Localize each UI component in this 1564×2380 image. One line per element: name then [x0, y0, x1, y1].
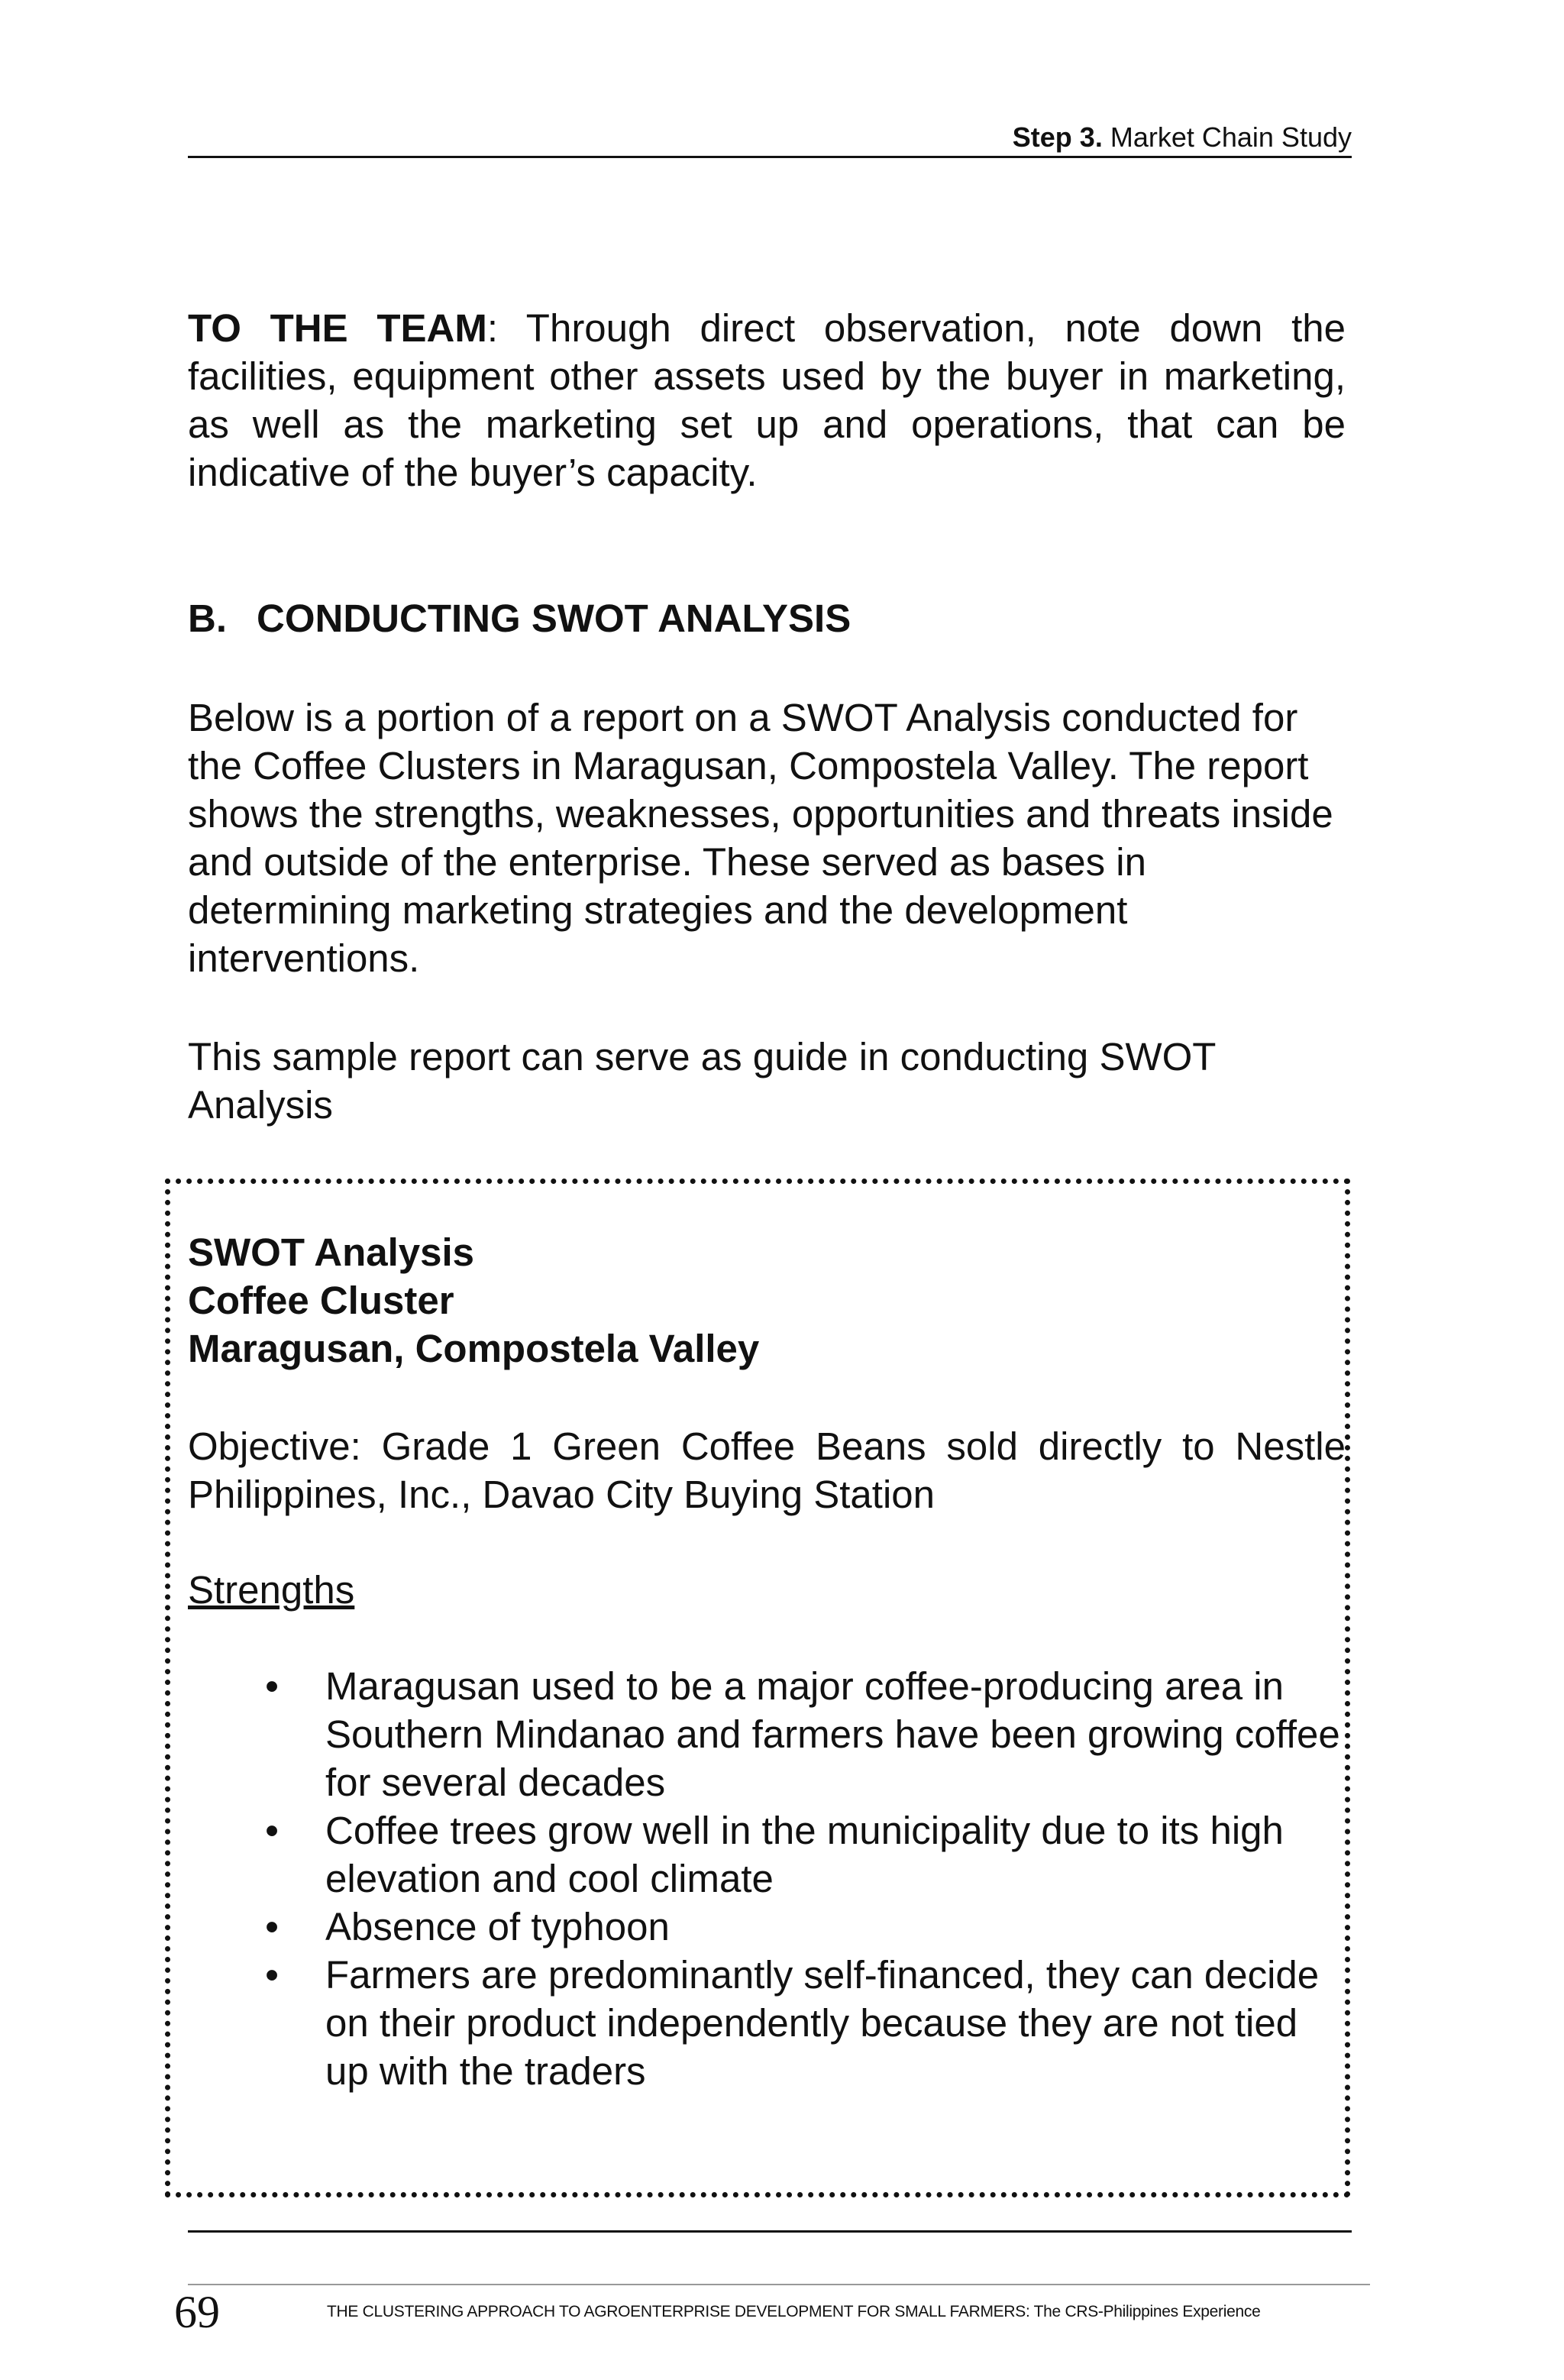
strength-text: Coffee trees grow well in the municipality due to its high elevation and cool climate	[325, 1809, 1284, 1900]
bullet-icon: •	[265, 1809, 279, 1852]
swot-title: SWOT Analysis	[188, 1230, 475, 1274]
swot-objective: Objective: Grade 1 Green Coffee Beans sold directly to Nestle Philippines, Inc., Davao City Buying Station	[188, 1424, 1346, 1516]
list-item	[188, 1806, 1346, 1903]
bullet-icon: •	[265, 1905, 279, 1948]
intro-paragraph: Below is a portion of a report on a SWOT Analysis conducted for the Coffee Clusters in Maragusan, Compostela Valley. The report shows the strengths, weaknesses, opportunities and threats inside and outside of the enterprise. These served as bases in determining marketing strategies and the development interventions.	[188, 696, 1333, 980]
page-number: 69	[174, 2287, 220, 2337]
strength-text: Absence of typhoon	[325, 1905, 670, 1948]
strength-text: Maragusan used to be a major coffee-producing area in Southern Mindanao and farmers have been growing coffee for several decades	[325, 1664, 1340, 1804]
section-letter: B.	[188, 597, 227, 640]
section-title: CONDUCTING SWOT ANALYSIS	[257, 597, 851, 640]
header-step: Step 3.	[1012, 121, 1103, 153]
list-item	[188, 1903, 1346, 1951]
team-note	[188, 304, 1346, 496]
guide-paragraph: This sample report can serve as guide in conducting SWOT Analysis	[188, 1035, 1216, 1127]
team-note-label: TO THE TEAM	[188, 306, 487, 350]
list-item	[188, 1662, 1346, 1806]
section-heading	[188, 594, 851, 642]
footer-divider	[188, 2230, 1352, 2233]
bullet-icon: •	[265, 1664, 279, 1708]
swot-subtitle-cluster: Coffee Cluster	[188, 1279, 454, 1322]
strengths-label: Strengths	[188, 1568, 355, 1612]
running-header	[188, 119, 1352, 158]
list-item	[188, 1951, 1346, 2095]
bullet-icon: •	[265, 1953, 279, 1997]
strengths-list	[188, 1662, 1346, 2095]
team-note-text: : Through direct observation, note down the facilities, equipment other assets used by the buyer in marketing, as well as the marketing set up and operations, that can be indicative of the buyer’s capacity.	[188, 306, 1346, 494]
footer-book-title: THE CLUSTERING APPROACH TO AGROENTERPRISE DEVELOPMENT FOR SMALL FARMERS: The CRS-Philippines Experience	[327, 2303, 1261, 2320]
header-title: Market Chain Study	[1110, 121, 1352, 153]
swot-title-block	[188, 1228, 759, 1373]
strength-text: Farmers are predominantly self-financed, they can decide on their product independently because they are not tied up with the traders	[325, 1953, 1320, 2093]
footer-thin-divider	[188, 2284, 1370, 2285]
swot-subtitle-location: Maragusan, Compostela Valley	[188, 1327, 760, 1370]
